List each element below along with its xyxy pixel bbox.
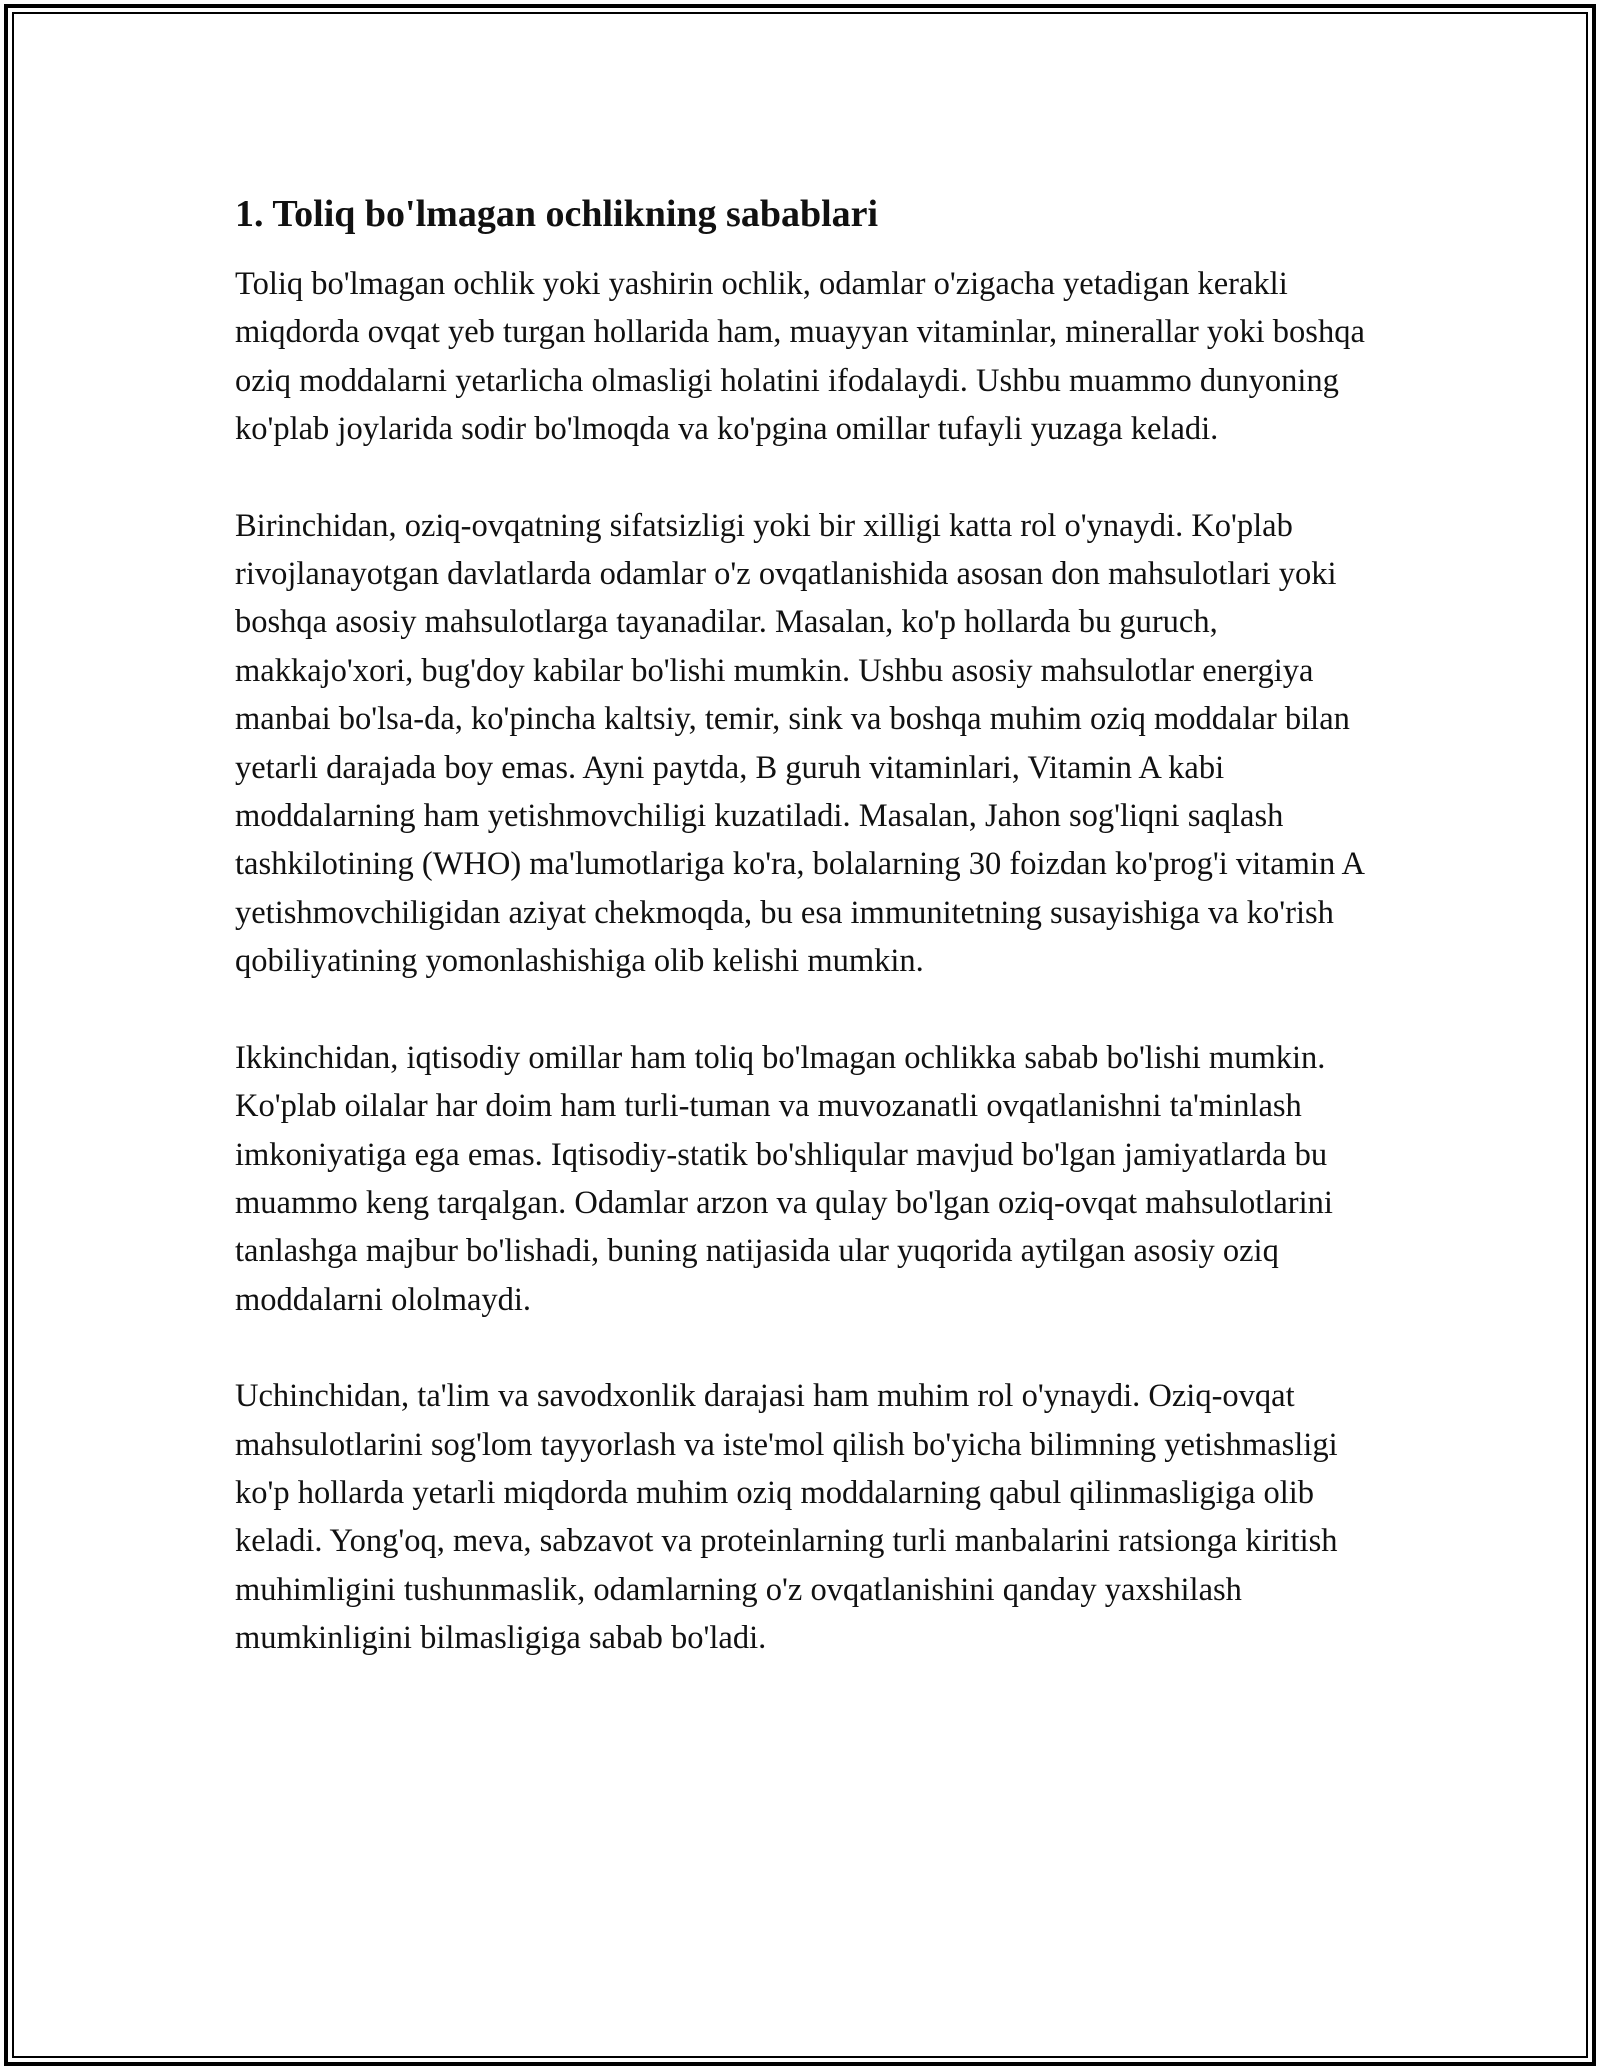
paragraph-intro: Toliq bo'lmagan ochlik yoki yashirin ochlik, odamlar o'zigacha yetadigan kerakli miqdorda ovqat yeb turgan hollarida ham, muayyan vitaminlar, minerallar yoki boshqa oziq moddalarni yetarlicha olmasligi holatini ifodalaydi. Ushbu muammo dunyoning ko'plab joylarida sodir bo'lmoqda va ko'pgina omillar tufayli yuzaga keladi. bbox=[235, 266, 1365, 448]
paragraph-first-reason: Birinchidan, oziq-ovqatning sifatsizligi yoki bir xilligi katta rol o'ynaydi. Ko'plab rivojlanayotgan davlatlarda odamlar o'z ovqatlanishida asosan don mahsulotlari yoki boshqa asosiy mahsulotlarga tayanadilar. Masalan, ko'p hollarda bu guruch, makkajo'xori, bug'doy kabilar bo'lishi mumkin. Ushbu asosiy mahsulotlar energiya manbai bo'lsa-da, ko'pincha kaltsiy, temir, sink va boshqa muhim oziq moddalar bilan yetarli darajada boy emas. Ayni paytda, B guruh vitaminlari, Vitamin A kabi moddalarning ham yetishmovchiligi kuzatiladi. Masalan, Jahon sog'liqni saqlash tashkilotining (WHO) ma'lumotlariga ko'ra, bolalarning 30 foizdan ko'prog'i vitamin A yetishmovchiligidan aziyat chekmoqda, bu esa immunitetning susayishiga va ko'rish qobiliyatining yomonlashishiga olib kelishi mumkin. bbox=[235, 507, 1364, 980]
paragraph-second-reason: Ikkinchidan, iqtisodiy omillar ham toliq bo'lmagan ochlikka sabab bo'lishi mumkin. Ko'plab oilalar har doim ham turli-tuman va muvozanatli ovqatlanishni ta'minlash imkoniyatiga ega emas. Iqtisodiy-statik bo'shliqular mavjud bo'lgan jamiyatlarda bu muammo keng tarqalgan. Odamlar arzon va qulay bo'lgan oziq-ovqat mahsulotlarini tanlashga majbur bo'lishadi, buning natijasida ular yuqorida aytilgan asosiy oziq moddalarni ololmaydi. bbox=[235, 1039, 1333, 1318]
paragraph-third-reason: Uchinchidan, ta'lim va savodxonlik darajasi ham muhim rol o'ynaydi. Oziq-ovqat mahsulotlarini sog'lom tayyorlash va iste'mol qilish bo'yicha bilimning yetishmasligi ko'p hollarda yetarli miqdorda muhim oziq moddalarning qabul qilinmasligiga olib keladi. Yong'oq, meva, sabzavot va proteinlarning turli manbalarini ratsionga kiritish muhimligini tushunmaslik, odamlarning o'z ovqatlanishini qanday yaxshilash mumkinligini bilmasligiga sabab bo'ladi. bbox=[235, 1378, 1338, 1657]
document-body bbox=[235, 190, 1375, 1711]
section-heading: 1. Toliq bo'lmagan ochlikning sabablari bbox=[235, 193, 879, 235]
